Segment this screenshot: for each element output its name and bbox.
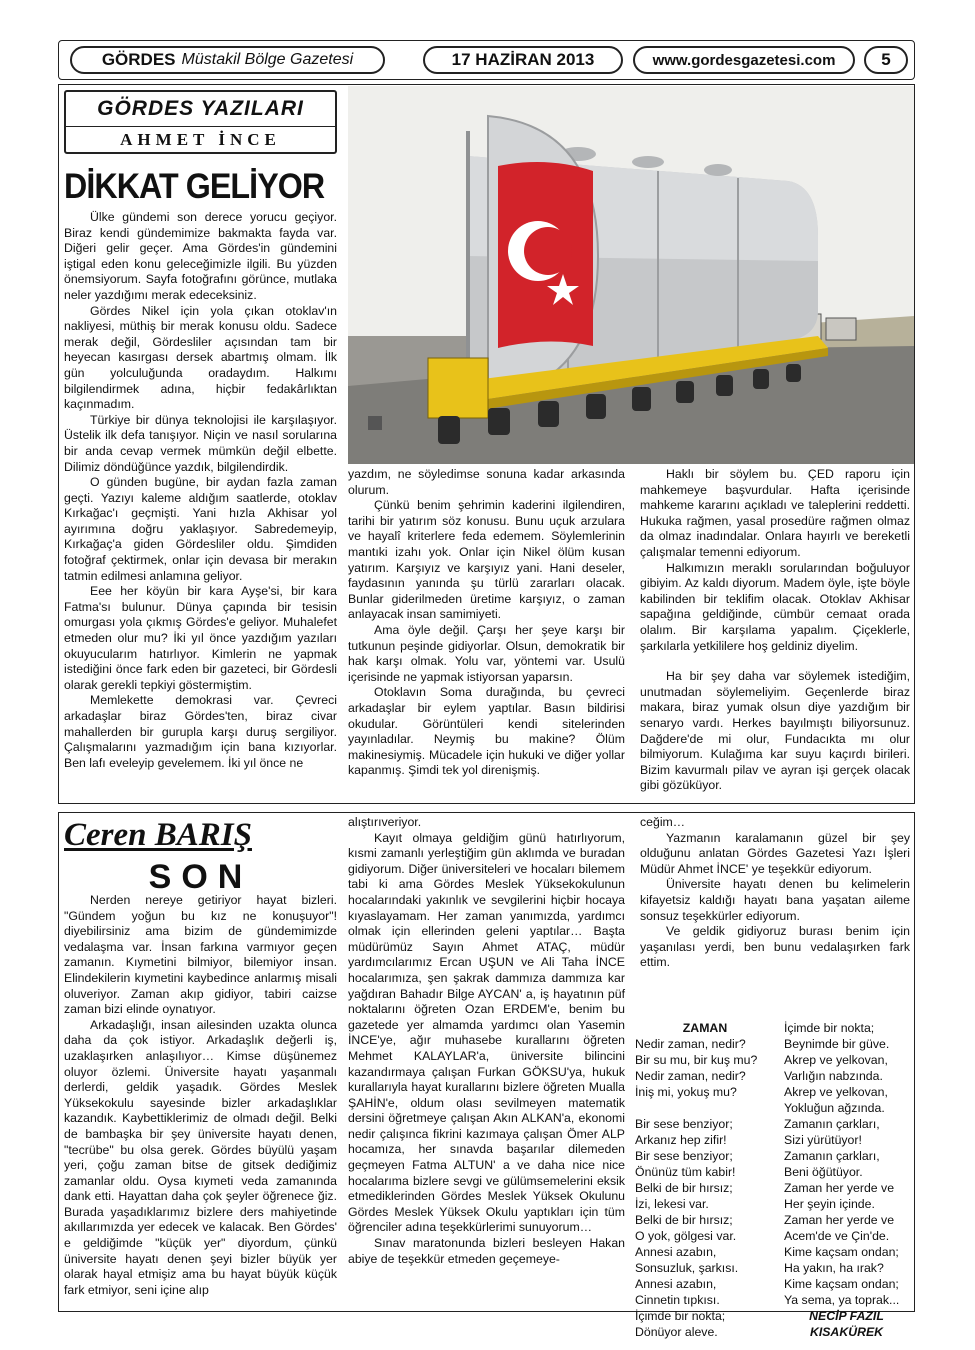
issue-date: 17 HAZİRAN 2013 [423,46,623,74]
poem-line: O yok, gölgesi var. [635,1229,737,1243]
article2-column-2 [348,815,625,1267]
poem-line: Ha yakın, ha ırak? [784,1261,884,1275]
article-headline: DİKKAT GELİYOR [64,167,325,206]
paragraph: Nerden nereye getiriyor hayat bizleri. "Gündem yoğun bu kız ne konuşuyor"! diyebilirsiniz ama bizim de gündemimizde vedalaşma var. İnsan farkına varmıyor geçen zamanın. Kıymetini bilmiyor, bilemiyor insan. Elindekilerin kıymetini kaybedince anlarmış misali oluveriyor. Zaman akıp gidiyor, tabiri caizse zaman bizi elinde oynatıyor. [64,893,337,1017]
column-header [64,90,337,154]
paragraph: Üniversite hayatı denen bu kelimelerin kifayetsiz kaldığı hayatı bana yaşatan aileme sonsuz teşekkürler ediyorum. [640,877,910,923]
poem-line: Annesi azabın, [635,1277,717,1291]
poem-line: İçimde bir nokta; [635,1309,726,1323]
paragraph: alıştırıveriyor. [348,815,422,829]
paragraph: Yazmanın karalamanın güzel bir şey olduğunu anlatan Gördes Gazetesi Yazı İşleri Müdür Ahmet İNCE' ye teşekkür ediyorum. [640,830,910,876]
article2-author: Ceren BARIŞ [64,817,252,853]
paragraph: Sınav maratonunda bizleri besleyen Hakan abiye de teşekkür etmeden geçemeye- [348,1236,625,1266]
paragraph: Kayıt olmaya geldiğim günü hatırlıyorum, kısmi zamanlı yerleştiğim gün aklımda ve buradan gidiyorum. Diğer üniversiteleri ve hocaları bilemem tabi ki ama Gördes Meslek Yüksekokulunun hocalarındaki yakınlık ve sevgilerini hiçbir hocaya kıyaslayamam. Her zaman yanımızda, yardımcı olmak için ellerinden geleni yaptılar… Başta müdürümüz Sayın Ahmet ATAÇ, müdür yardımcılarımız Ercan UŞUN ve Ali Taha İNCE hocalarımıza, şen şakrak dammıza dammıza kar yağdıran Bahadır Bilge AYCAN' a, iş hayatının püf noktalarını öğreten Ozan ERDEM'e, benim bu gazetede yer almamda yardımcı olan Yasemin İNCE'ye, ağır muhasebe kurallarını öğreten Mehmet KALAYLAR'a, üniversite bilincini kazandırmaya çalışan Furkan GÖKSU'ya, hukuk kurallarıyla hayat kurallarını bizlere öğreten Mualla ŞAHİN'e, oldum olası sevilmeyen matematik dersini öğretmeye çalışan Akın ALKAN'a, ekonomi nedir çalışınca fikrini kazımaya çalışan Ömer ALP hocamıza, her sınavda başarılar dilemeden geçmeyen Fatma ALTUN' a ve daha nice nice hocalarıma bizlere sevgi ve gülümsemelerini eksik etmediklerinden Gördes Meslek Yüksek Okulunu Gördes Meslek Yüksek Okulu yaptıkları için tüm öğrenciler adına teşekkürlerimi sunuyorum… [348,830,625,1235]
paragraph: Çünkü benim şehrimin kaderini ilgilendiren, tarihi bir yatırım söz konusu. Bunu uçuk arzulara ve hayalî kriterlere feda edemem. Söylemlerinin mantıki izahı yok. Onlar için Nikel ölüm kusan yatırım. Karşıyız ve karşıyız yani. Hani deseler, faydasının yanında şu türlü zararları olacak. Bunlar giderilmeden üretime karşıyız, o zaman anlayacak insan samimiyeti. [348,498,625,622]
poem-line: Zamanın çarkları, [784,1149,880,1163]
poem-author-line1: NECİP FAZIL [809,1309,884,1323]
poem-right-lines [784,1020,909,1308]
poem-left [635,1020,775,1340]
poem-line: Her şeyin içinde. [784,1197,875,1211]
poem-right [784,1020,909,1340]
poem-line: Zamanın çarkları, [784,1117,880,1131]
paragraph: Otoklavın Soma durağında, bu çevreci arkadaşlar bir eylem yaptılar. Basın bildirisi okudular. Görüntüleri kendi sitelerinden yayınladılar. Neymiş bu makine? Ölüm makinesiymiş. Mücadele için hukuki ve diğer yollar kapanmış. Şimdi tek yol direnişmiş. [348,685,625,778]
paper-name-pill [70,46,385,74]
poem-line: Belki de bir hırsız; [635,1181,733,1195]
poem-line: İniş mi, yokuş mu? [635,1085,737,1099]
poem-line: Bir su mu, bir kuş mu? [635,1053,758,1067]
poem-line: Yokluğun ağzında. [784,1101,885,1115]
poem-line: Sonsuzluk, şarkısı. [635,1261,739,1275]
poem-line: Annesi azabın, [635,1245,717,1259]
poem-line: Akrep ve yelkovan, [784,1053,888,1067]
paragraph: O günden bugüne, bir aydan fazla zaman geçti. Yazıyı kaleme aldığım saatlerde, otoklav Kırkağac'ı geçmişti. Yani hızla Akhisar yol ayırımına doğru yaklaşıyor. Sabredemeyip, Kırkağaç'a giden Gördesliler oldu. Şimdiden fotoğraf çektirmek, onlar için devasa bir merakın tatmin edilmesi anlamına geliyor. [64,475,337,583]
poem-line: Kime kaçsam ondan; [784,1245,899,1259]
article2-column-3 [640,815,910,971]
poem-author-line2: KISAKÜREK [809,1325,884,1339]
paragraph: Memlekette demokrasi var. Çevreci arkadaşlar biraz Gördes'ten, biraz civar mahallerden bir gurupla karşı duruş sergiliyor. Çalışmalarını yazmadığım için bana kızıyorlar. Ben lafı eveleyip gevelemem. İki yıl önce ne [64,693,337,770]
paragraph: Ülke gündemi son derece yorucu geçiyor. Biraz kendi gündemimize bakmakta fayda var. Diğeri gelir geçer. Ama Gördes'in gündemini iştigal eden konu geleceğimizle ilgili. Bu yüzden önemsiyorum. Sayfa fotoğrafını görünce, mutlaka neler yazdığımı merak edeceksiniz. [64,210,337,302]
poem-left-lines [635,1036,775,1340]
poem-line: Nedir zaman, nedir? [635,1037,746,1051]
poem-line: İçimde bir nokta; [784,1021,875,1035]
poem-line: Bir sese benziyor; [635,1117,733,1131]
poem-line: Acem'de ve Çin'de. [784,1229,890,1243]
poem-line: İzi, lekesi var. [635,1197,709,1211]
paragraph: Eee her köyün bir kara Ayşe'si, bir kara Fatma'sı bulunur. Dünya çapında bir tesisin omurgası yola çıkmış Gördes'e geliyor. Muhalefet etmeden olur mu? İki yıl önce yazdığım yazıları okuyucularım hatırlıyor. Kimlerin ne yapmak istediğini önce fark eden bir gazeteci, bir Gördesli olarak gerekli tepkiyi göstermiştim. [64,584,337,692]
article-column-2 [348,467,625,779]
article2-headline: SON [148,858,253,896]
poem-line: Kime kaçsam ondan; [784,1277,899,1291]
paragraph: Arkadaşlığı, insan ailesinden uzakta olunca daha da çok istiyor. Arkadaşlık değerli iş, uzaklaşırken anlaşılıyor… Kimse düşünemez oluyor özlemi. Üniversite hayatı yaşanmalı derlerdi, geldik yaşadık. Gördes Meslek Yüksekokulu sayesinde bizler arkadaşlıklar kazandık. Kaybettiklerimiz de olmadı değil. Belki de bambaşka bir şey üniversite hayatı denen, "tecrübe" bu olsa gerek. Gördes büyülü yaşam yeri, çoğu zaman bitse de gitsek dediğimiz zamanlar oldu. Oysa kıymeti veda zamanında dank etti. Hayattan daha çok şeyler öğrenece ğiz. Burada yaşadıklarımız bizlere ders mahiyetinde akıllarımızda yer edecek ve kalacak. Ben Gördes' e geldiğimde "küçük yer" diyordum, çünkü üniversite hayatı denen şeyi bizler büyük yer olarak hayal etmişiz ama bu hayat büyük küçük fark etmiyor, seni içine alıp [64,1017,337,1297]
poem-line: Cinnetin tıpkısı. [635,1293,720,1307]
paragraph: Ha bir şey daha var söylemek istediğim, unutmadan söylemeliyim. Geçenlerde biraz makara, biraz yumak olsun diye yazdığım bir senaryo vardı. Herkes bayılmıştı biliyorsunuz. Dağdere'de mi olur, Fundacıkta mı olur bilmiyorum. Kulağıma kar suyu kaçırdı birileri. Bizim kavurmalı pilav ve ayran işi gerçek olacak gibi gözüküyor. [640,669,910,793]
poem-line [635,1100,775,1116]
poem-line: Arkanız hep zifir! [635,1133,727,1147]
poem-line: Varlığın nabzında. [784,1069,883,1083]
paragraph: Türkiye bir dünya teknolojisi ile karşılaşıyor. Üstelik ilk defa tanışıyor. Niçin ve nasıl sorularına bir anda cevap vermek mümkün değil elbette. Dilimiz döndüğünce yazdık, bilgilendirdik. [64,412,337,474]
paragraph: ceğim… [640,815,686,829]
poem-line: Belki de bir hırsız; [635,1213,733,1227]
paragraph: Haklı bir söylem bu. ÇED raporu için mahkemeye başvurdular. Hafta içerisinde mahkeme kararını açıkladı ve taleplerini reddetti. Hukuka rağmen, yasal prosedüre rağmen olmaz da olmaz inadındalar. Onlara hayırlı ve bereketli çalışmalar temenni ediyorum. [640,467,910,559]
poem-line: Zaman her yerde ve [784,1181,895,1195]
poem-title: ZAMAN [682,1021,728,1035]
page-number: 5 [864,46,908,74]
poem-line: Önünüz tüm kabir! [635,1165,736,1179]
poem-line: Beni öğütüyor. [784,1165,863,1179]
paragraph: Ama öyle değil. Çarşı her şeye karşı bir tutkunun peşinde gidiyorlar. Olsun, demokratik bir hak karşı olmak. Yolu var, yöntemi var. Usulü içerisinde ne yapmak istiyorsan yaparsın. [348,622,625,684]
paper-name: GÖRDES [101,50,176,69]
poem-line: Beynimde bir güve. [784,1037,890,1051]
paragraph: Ve geldik gidiyoruz burası benim için yaşanılası yerdi, ben bunu vedalaşırken fark ettim. [640,924,910,970]
poem-line: Bir sese benziyor; [635,1149,733,1163]
poem-line: Zaman her yerde ve [784,1213,895,1227]
news-photo [348,86,914,464]
section-title: GÖRDES YAZILARI [66,92,335,127]
poem-line: Sizi yürütüyor! [784,1133,862,1147]
paragraph: Halkımızın meraklı sorularından boğuluyor gibiyim. Az kaldı diyorum. Madem öyle, işte böyle kabilinden bir teklifim olacak. Otoklav Akhisar sapağına geldiğinde, cümbür cemaat orada olalım. Bir karşılama yapalım. Çiçeklerle, şarkılarla yetkililere hoş geldiniz diyelim. [640,560,910,653]
paragraph: yazdım, ne söyledimse sonuna kadar arkasında olurum. [348,467,625,497]
article2-column-1 [64,893,337,1298]
poem-line: Akrep ve yelkovan, [784,1085,888,1099]
otoklav-truck-illustration [348,86,914,464]
poem-line: Ya sema, ya toprak... [784,1293,900,1307]
paper-subtitle: Müstakil Bölge Gazetesi [181,51,354,68]
poem-line: Dönüyor aleve. [635,1325,718,1339]
website-link[interactable]: www.gordesgazetesi.com [633,46,855,74]
article-column-3 [640,467,910,794]
poem-line: Nedir zaman, nedir? [635,1069,746,1083]
article-column-1 [64,210,337,771]
paragraph: Gördes Nikel için yola çıkan otoklav'ın nakliyesi, müthiş bir merak konusu oldu. Sadece merak değil, Gördesliler açısından tam bir heyecan kasırgası dersek abartmış olmam. İlk gün yolculuğunda oradaydım. Halkımı bilgilendirmek adına, hiçbir fedakârlıktan kaçınmadım. [64,303,337,412]
author-name: AHMET İNCE [120,130,281,149]
